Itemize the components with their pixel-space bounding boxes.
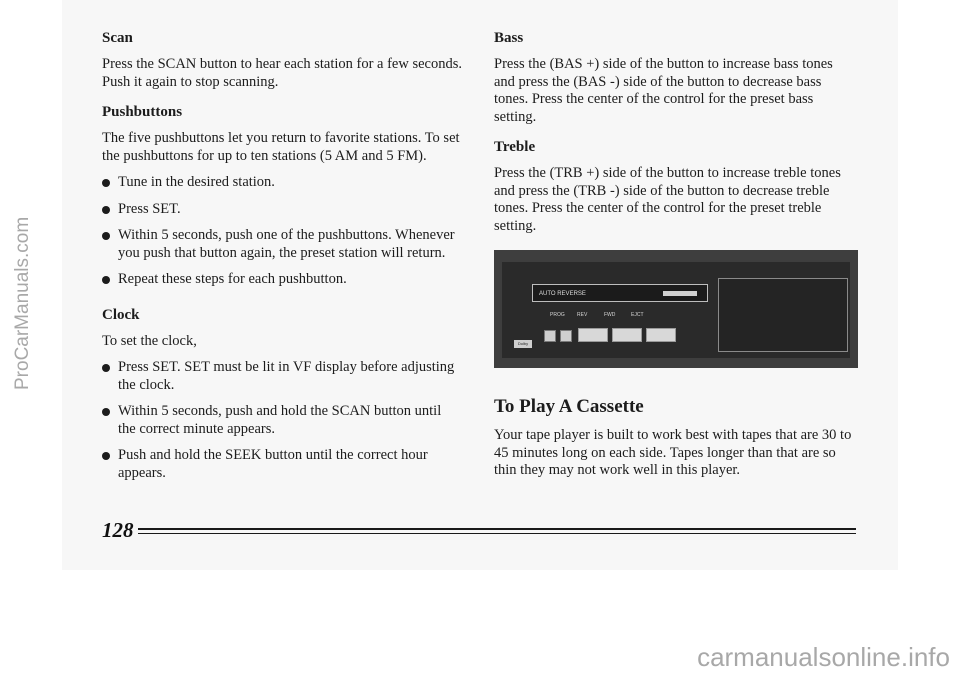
radio-display-panel xyxy=(718,278,848,352)
left-column xyxy=(102,30,462,491)
rev-key xyxy=(612,328,642,342)
pushbuttons-steps xyxy=(102,174,462,289)
cassette-heading: To Play A Cassette xyxy=(494,396,644,417)
cassette-player-figure xyxy=(494,250,858,368)
fwd-key-label: FWD xyxy=(604,312,616,318)
up-arrow-button xyxy=(544,330,556,342)
list-item: Push and hold the SEEK button until the correct hour appears. xyxy=(102,447,462,482)
pushbuttons-heading: Pushbuttons xyxy=(102,104,183,120)
clock-text: To set the clock, xyxy=(102,332,197,349)
list-item: Repeat these steps for each pushbutton. xyxy=(102,271,462,289)
pushbuttons-text: The five pushbuttons let you return to favorite stations. To set the pushbuttons for up to ten stations (5 AM and 5 FM). xyxy=(102,130,460,164)
page-number: 128 xyxy=(102,518,134,542)
radio-faceplate xyxy=(502,262,850,358)
bottom-watermark: carmanualsonline.info xyxy=(697,642,950,672)
bass-heading: Bass xyxy=(494,30,524,46)
tape-slot-indicator xyxy=(663,291,697,296)
eject-key-label: EJCT xyxy=(631,312,644,318)
prog-key xyxy=(578,328,608,342)
list-item: Within 5 seconds, push and hold the SCAN button until the correct minute appears. xyxy=(102,403,462,438)
list-item: Press SET. SET must be lit in VF display before adjusting the clock. xyxy=(102,359,462,394)
footer-rule xyxy=(138,528,856,530)
right-column xyxy=(494,30,854,235)
treble-heading: Treble xyxy=(494,139,536,155)
bullet-icon xyxy=(102,364,110,372)
bullet-icon xyxy=(102,452,110,460)
fwd-key xyxy=(646,328,676,342)
treble-text: Press the (TRB +) side of the button to increase treble tones and press the (TRB -) side of the button to decrease treble tones. Press the center of the control for the preset treble setting. xyxy=(494,165,841,234)
bullet-icon xyxy=(102,206,110,214)
list-item: Press SET. xyxy=(102,201,462,219)
vertical-watermark: ProCarManuals.com xyxy=(12,216,33,390)
list-item: Within 5 seconds, push one of the pushbuttons. Whenever you push that button again, the preset station will return. xyxy=(102,227,462,262)
rev-key-label: REV xyxy=(577,312,588,318)
clock-heading: Clock xyxy=(102,306,140,323)
tape-key-labels xyxy=(550,312,658,318)
scan-heading: Scan xyxy=(102,30,133,46)
prog-key-label: PROG xyxy=(550,312,565,318)
list-item: Tune in the desired station. xyxy=(102,174,462,192)
footer-rule-thin xyxy=(138,533,856,534)
clock-steps xyxy=(102,359,462,482)
down-arrow-button xyxy=(560,330,572,342)
cassette-text: Your tape player is built to work best with tapes that are 30 to 45 minutes long on each side. Tapes longer than that are so thin they may not work well in this player. xyxy=(494,427,852,478)
bullet-icon xyxy=(102,276,110,284)
cassette-door xyxy=(532,284,708,302)
bullet-icon xyxy=(102,232,110,240)
bullet-icon xyxy=(102,408,110,416)
bass-text: Press the (BAS +) side of the button to increase bass tones and press the (BAS -) side of the button to decrease bass tones. Press the center of the control for the preset bass setting. xyxy=(494,56,833,125)
auto-reverse-label: AUTO REVERSE xyxy=(539,291,586,297)
scan-text: Press the SCAN button to hear each station for a few seconds. Push it again to stop scanning. xyxy=(102,56,463,90)
cassette-section xyxy=(494,396,854,480)
dolby-logo: Dolby xyxy=(514,340,532,348)
bullet-icon xyxy=(102,179,110,187)
